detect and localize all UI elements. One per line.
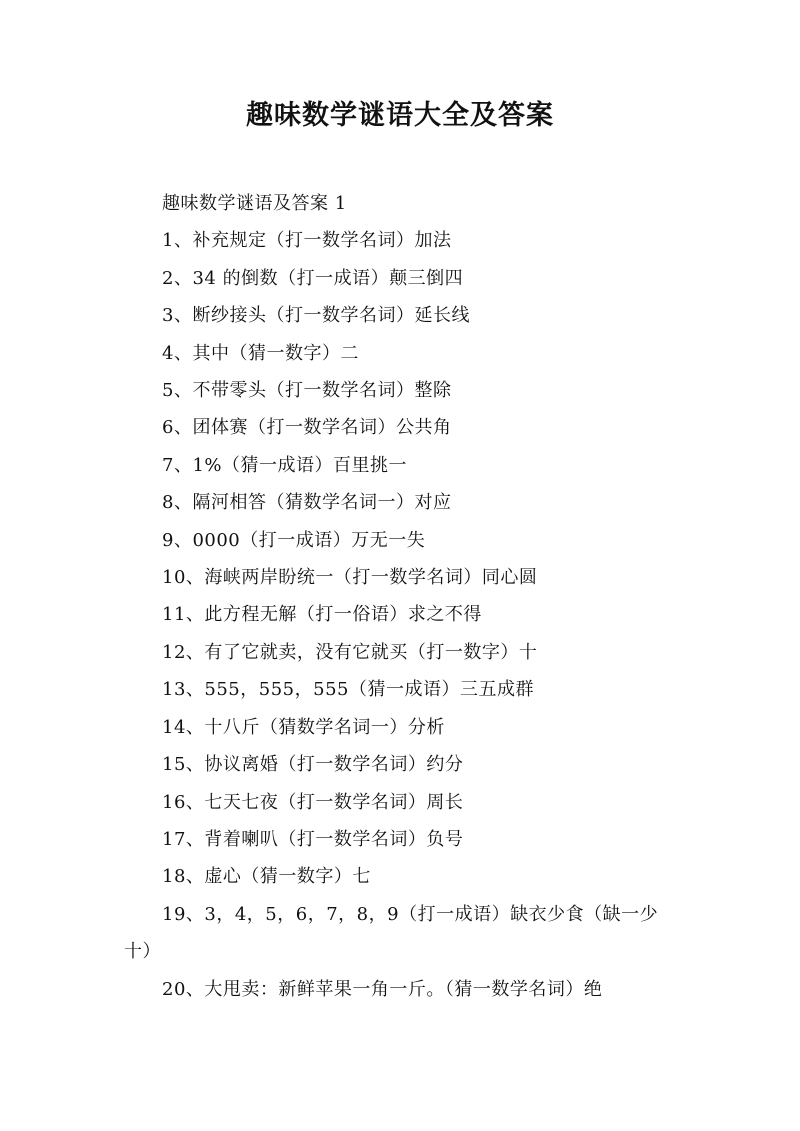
riddle-item-12: 12、有了它就卖，没有它就买（打一数字）十	[162, 641, 538, 663]
riddle-item-20: 20、大甩卖：新鲜苹果一角一斤。（猜一数学名词）绝	[162, 978, 603, 1000]
riddle-item-1: 1、补充规定（打一数学名词）加法	[162, 230, 452, 252]
riddle-item-5: 5、不带零头（打一数学名词）整除	[162, 380, 452, 402]
riddle-item-14: 14、十八斤（猜数学名词一）分析	[162, 716, 445, 738]
riddle-item-9: 9、0000（打一成语）万无一失	[162, 529, 426, 551]
riddle-item-11: 11、此方程无解（打一俗语）求之不得	[162, 604, 482, 626]
riddle-item-15: 15、协议离婚（打一数学名词）约分	[162, 754, 464, 776]
riddle-item-3: 3、断纱接头（打一数学名词）延长线	[162, 305, 470, 327]
riddle-item-4: 4、其中（猜一数字）二	[162, 342, 359, 364]
riddle-item-18: 18、虚心（猜一数字）七	[162, 866, 371, 888]
riddle-item-7: 7、1%（猜一成语）百里挑一	[162, 454, 408, 476]
riddle-item-17: 17、背着喇叭（打一数学名词）负号	[162, 828, 464, 850]
riddle-item-8: 8、隔河相答（猜数学名词一）对应	[162, 492, 452, 514]
riddle-item-13: 13、555，555，555（猜一成语）三五成群	[162, 679, 534, 701]
riddle-item-10: 10、海峡两岸盼统一（打一数学名词）同心圆	[162, 567, 538, 589]
document-body	[124, 185, 680, 1008]
document-title: 趣味数学谜语大全及答案	[246, 100, 554, 131]
riddle-item-16: 16、七天七夜（打一数学名词）周长	[162, 791, 464, 813]
section-heading: 趣味数学谜语及答案 1	[162, 193, 347, 214]
riddle-item-2: 2、34 的倒数（打一成语）颠三倒四	[162, 267, 464, 289]
riddle-item-6: 6、团体赛（打一数学名词）公共角	[162, 417, 452, 439]
riddle-item-19: 19、3，4，5，6，7，8，9（打一成语）缺衣少食（缺一少十）	[124, 903, 659, 963]
